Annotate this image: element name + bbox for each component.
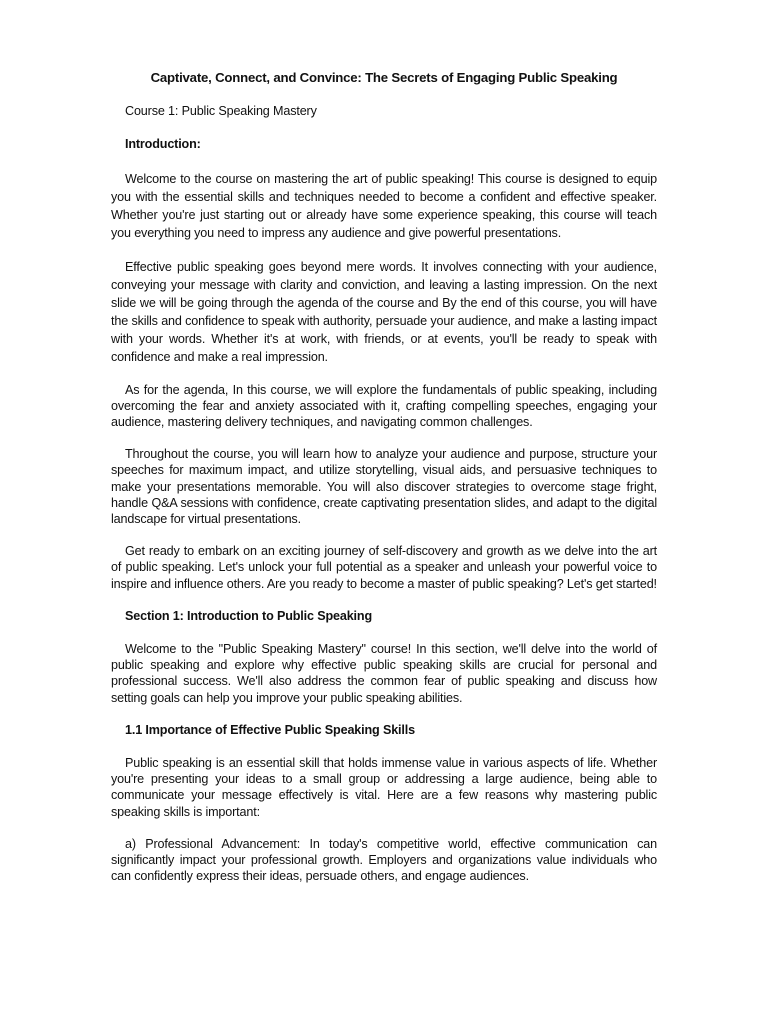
section-1-1-paragraph-professional: a) Professional Advancement: In today's competitive world, effective communication can significantly impact your professional growth. Employers and organizations value individuals who can confidently express their ideas, persuade others, and engage audiences. bbox=[111, 836, 657, 884]
document-title: Captivate, Connect, and Convince: The Secrets of Engaging Public Speaking bbox=[150, 70, 618, 85]
document-body bbox=[111, 70, 657, 900]
intro-paragraph-welcome: Welcome to the course on mastering the art of public speaking! This course is designed to equip you with the essential skills and techniques needed to become a confident and effective speaker. Whether you're just starting out or already have some experience speaking, this course will teach you everything you need to impress any audience and give powerful presentations. bbox=[111, 171, 657, 240]
intro-paragraph-agenda: As for the agenda, In this course, we will explore the fundamentals of public speaking, including overcoming the fear and anxiety associated with it, crafting compelling speeches, engaging your audience, mastering delivery techniques, and navigating common challenges. bbox=[111, 382, 657, 430]
intro-paragraph-throughout: Throughout the course, you will learn how to analyze your audience and purpose, structure your speeches for maximum impact, and utilize storytelling, visual aids, and persuasive techniques to make your presentations memorable. You will also discover strategies to overcome stage fright, handle Q&A sessions with confidence, create captivating presentation slides, and adapt to the digital landscape for virtual presentations. bbox=[111, 447, 657, 527]
section-1-1-heading: 1.1 Importance of Effective Public Speaking Skills bbox=[125, 722, 415, 737]
course-heading: Course 1: Public Speaking Mastery bbox=[125, 104, 317, 119]
section-1-paragraph: Welcome to the "Public Speaking Mastery" course! In this section, we'll delve into the world of public speaking and explore why effective public speaking skills are crucial for personal and professional success. We'll also address the common fear of public speaking and discuss how setting goals can help you improve your public speaking abilities. bbox=[111, 642, 657, 705]
intro-paragraph-get-ready: Get ready to embark on an exciting journey of self-discovery and growth as we delve into the art of public speaking. Let's unlock your full potential as a speaker and unleash your powerful voice to inspire and influence others. Are you ready to become a master of public speaking? Let's get started! bbox=[111, 544, 657, 591]
intro-paragraph-effective-speaking: Effective public speaking goes beyond mere words. It involves connecting with your audience, conveying your message with clarity and conviction, and leaving a lasting impression. On the next slide we will be going through the agenda of the course and By the end of this course, you will have the skills and confidence to speak with authority, persuade your audience, and make a lasting impact with your words. Whether it's at work, with friends, or at events, you'll be ready to speak with confidence and make a real impression. bbox=[111, 259, 657, 364]
section-1-1-paragraph-importance: Public speaking is an essential skill that holds immense value in various aspects of life. Whether you're presenting your ideas to a small group or addressing a large audience, being able to communicate your message effectively is vital. Here are a few reasons why mastering public speaking skills is important: bbox=[111, 756, 657, 819]
introduction-heading: Introduction: bbox=[125, 137, 201, 152]
section-1-heading: Section 1: Introduction to Public Speaking bbox=[125, 608, 372, 623]
